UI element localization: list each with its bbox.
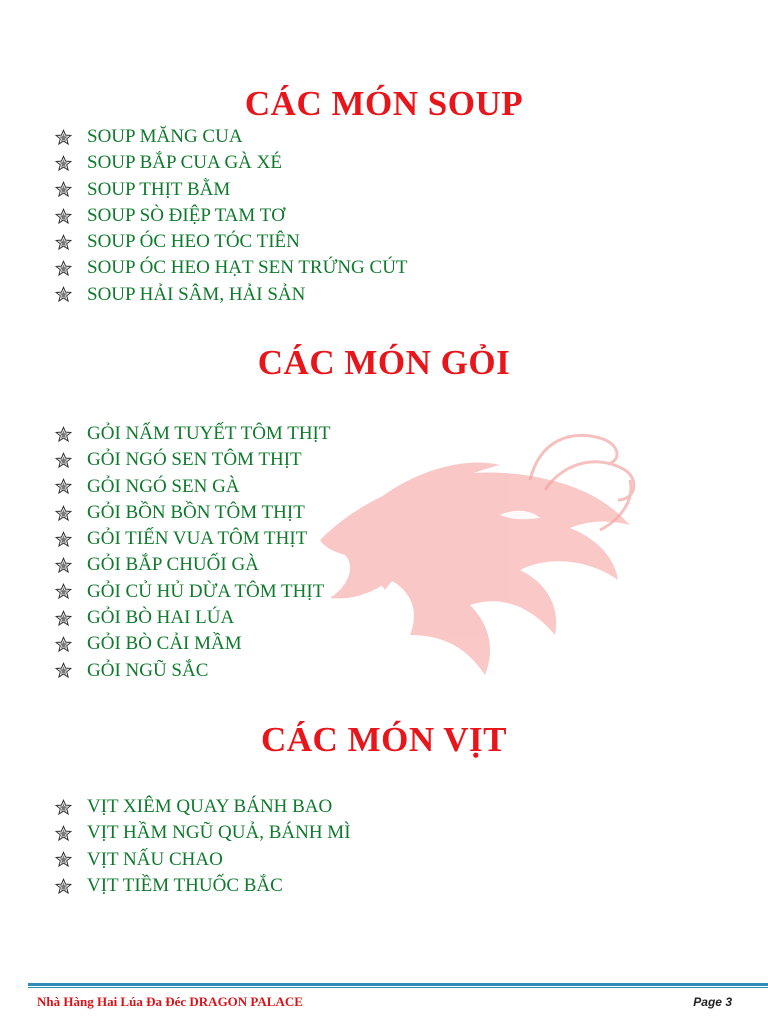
soup-list — [55, 124, 408, 308]
list-item — [55, 658, 330, 684]
star-outline-icon — [55, 478, 72, 495]
list-item — [55, 794, 351, 820]
star-outline-icon — [55, 234, 72, 251]
list-item — [55, 526, 330, 552]
item-label: SOUP ÓC HEO HẠT SEN TRỨNG CÚT — [87, 257, 408, 279]
item-label: GỎI NGÓ SEN TÔM THỊT — [87, 449, 302, 471]
star-outline-icon — [55, 505, 72, 522]
list-item — [55, 124, 408, 150]
star-outline-icon — [55, 878, 72, 895]
vit-list — [55, 794, 351, 899]
star-outline-icon — [55, 286, 72, 303]
footer-divider — [28, 983, 768, 986]
star-outline-icon — [55, 662, 72, 679]
list-item — [55, 255, 408, 281]
star-outline-icon — [55, 583, 72, 600]
star-outline-icon — [55, 426, 72, 443]
star-outline-icon — [55, 181, 72, 198]
page-number: Page 3 — [693, 995, 732, 1009]
list-item — [55, 847, 351, 873]
star-outline-icon — [55, 799, 72, 816]
list-item — [55, 631, 330, 657]
item-label: VỊT HẦM NGŨ QUẢ, BÁNH MÌ — [87, 822, 351, 844]
star-outline-icon — [55, 531, 72, 548]
item-label: GỎI BỒN BỒN TÔM THỊT — [87, 501, 305, 523]
item-label: SOUP MĂNG CUA — [87, 126, 243, 147]
star-outline-icon — [55, 260, 72, 277]
list-item — [55, 500, 330, 526]
item-label: VỊT XIÊM QUAY BÁNH BAO — [87, 796, 333, 817]
item-label: SOUP THỊT BẰM — [87, 178, 231, 200]
list-item — [55, 820, 351, 846]
star-outline-icon — [55, 610, 72, 627]
star-outline-icon — [55, 452, 72, 469]
list-item — [55, 579, 330, 605]
star-outline-icon — [55, 557, 72, 574]
star-outline-icon — [55, 825, 72, 842]
item-label: GỎI NGŨ SẮC — [87, 659, 209, 681]
list-item — [55, 177, 408, 203]
list-item — [55, 552, 330, 578]
star-outline-icon — [55, 208, 72, 225]
item-label: GỎI BÒ CẢI MẦM — [87, 633, 242, 655]
list-item — [55, 229, 408, 255]
section-title-soup: CÁC MÓN SOUP — [244, 84, 524, 123]
list-item — [55, 282, 408, 308]
item-label: VỊT TIỀM THUỐC BẮC — [87, 874, 283, 896]
section-title-vit: CÁC MÓN VỊT — [261, 720, 507, 759]
dragon-head-icon — [300, 420, 660, 680]
list-item — [55, 873, 351, 899]
list-item — [55, 447, 330, 473]
list-item — [55, 474, 330, 500]
item-label: VỊT NẤU CHAO — [87, 848, 223, 870]
footer-restaurant-name: Nhà Hàng Hai Lúa Đa Đéc DRAGON PALACE — [37, 994, 303, 1009]
star-outline-icon — [55, 155, 72, 172]
item-label: SOUP ÓC HEO TÓC TIÊN — [87, 231, 300, 253]
section-title-goi: CÁC MÓN GỎI — [257, 343, 511, 382]
list-item — [55, 203, 408, 229]
list-item — [55, 421, 330, 447]
item-label: GỎI NẤM TUYẾT TÔM THỊT — [87, 423, 331, 444]
star-outline-icon — [55, 851, 72, 868]
item-label: GỎI TIẾN VUA TÔM THỊT — [87, 528, 308, 550]
item-label: GỎI NGÓ SEN GÀ — [87, 475, 240, 497]
goi-list — [55, 421, 330, 684]
footer-divider-thin — [28, 987, 768, 988]
star-outline-icon — [55, 636, 72, 653]
item-label: SOUP BẮP CUA GÀ XÉ — [87, 152, 282, 174]
item-label: SOUP SÒ ĐIỆP TAM TƠ — [87, 204, 286, 226]
list-item — [55, 150, 408, 176]
star-outline-icon — [55, 129, 72, 146]
item-label: GỎI BÒ HAI LÚA — [87, 607, 235, 629]
item-label: GỎI BẮP CHUỐI GÀ — [87, 554, 259, 576]
item-label: SOUP HẢI SÂM, HẢI SẢN — [87, 283, 306, 305]
item-label: GỎI CỦ HỦ DỪA TÔM THỊT — [87, 580, 325, 602]
list-item — [55, 605, 330, 631]
